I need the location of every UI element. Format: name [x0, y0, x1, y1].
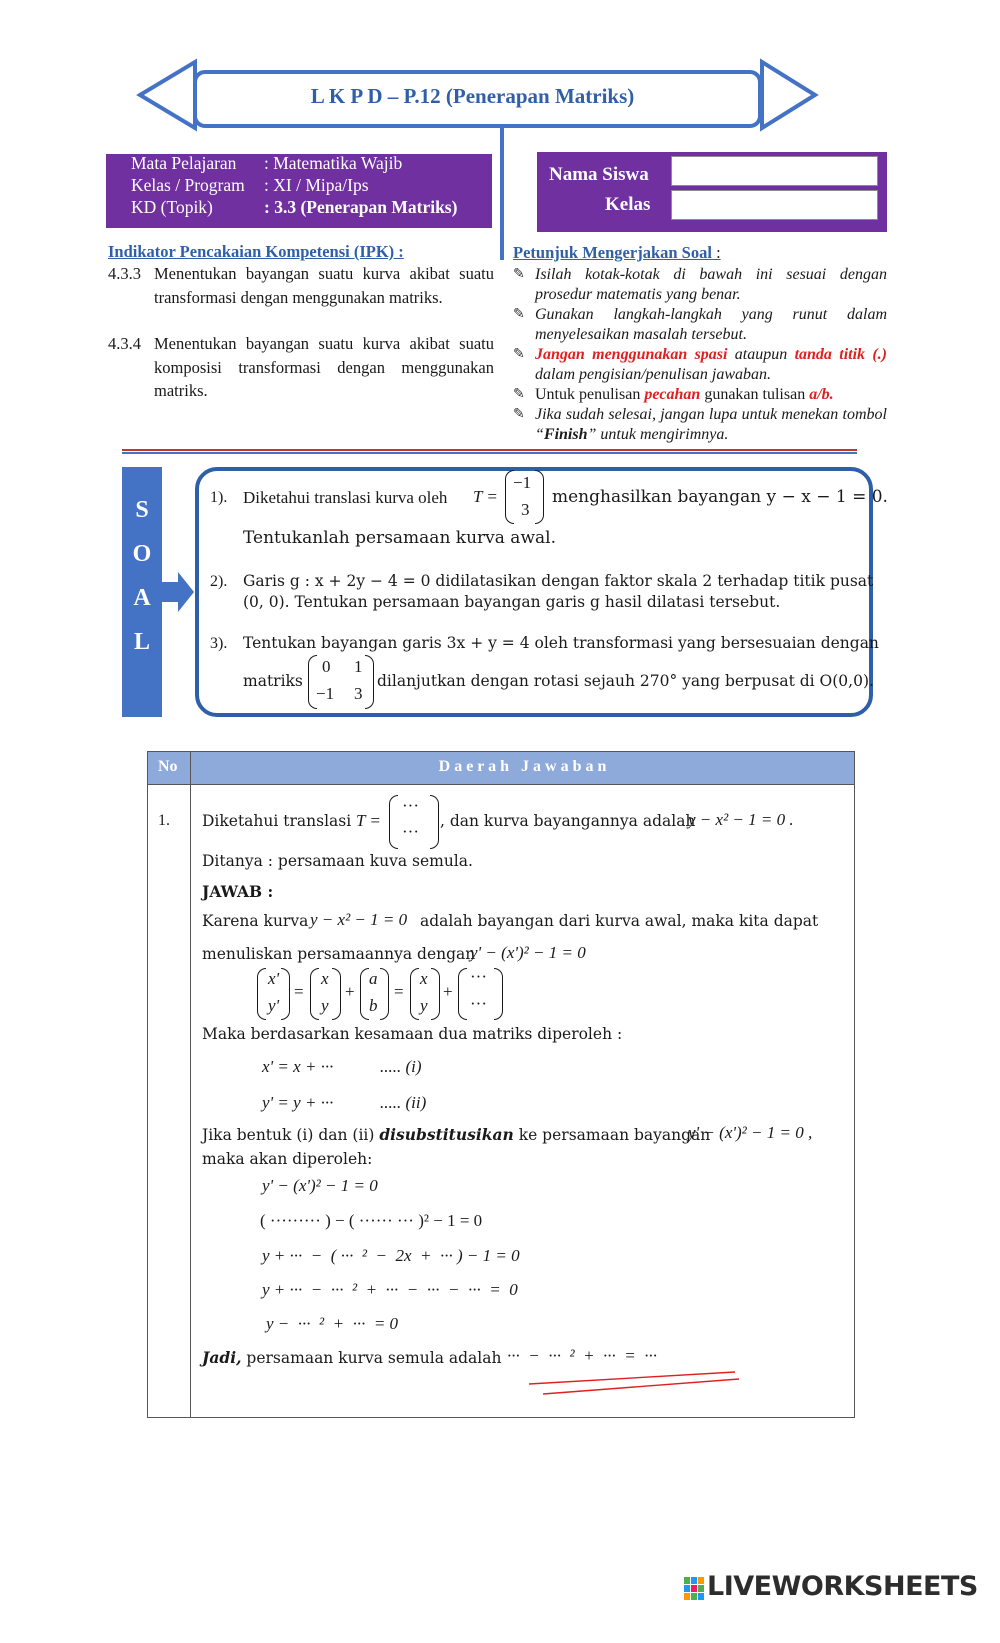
matrix-bracket	[257, 968, 266, 1020]
matrix-bracket	[430, 795, 439, 849]
soal-sidebar	[122, 467, 162, 717]
answer-conclusion: Jadi, persamaan kurva semula adalah	[202, 1348, 502, 1367]
matrix-entry: a	[369, 969, 378, 988]
math-expression: y' − (x')² − 1 = 0	[470, 943, 586, 962]
red-underline-scribble	[525, 1368, 745, 1398]
instruction-item: Jangan menggunakan spasi ataupun tanda titik (.) dalam pengisian/penulisan jawaban.	[535, 346, 887, 383]
brand-wordmark[interactable]: LIVEWORKSHEETS	[707, 1571, 978, 1602]
pencil-icon: ✎	[513, 347, 525, 362]
soal-letter: O	[132, 541, 152, 567]
blank-entry[interactable]: ···	[402, 822, 419, 841]
final-answer[interactable]: ··· − ··· ² + ··· = ···	[507, 1346, 658, 1365]
matrix-bracket	[310, 968, 319, 1020]
column-header-no: No	[158, 758, 178, 775]
info-label: Kelas / Program	[131, 175, 245, 195]
info-value: : XI / Mipa/Ips	[264, 175, 369, 195]
row-number: 1.	[158, 812, 170, 829]
matrix-bracket	[332, 968, 341, 1020]
subject-info-box	[106, 154, 492, 228]
instruction-item: Isilah kotak-kotak di bawah ini sesuai dengan prosedur matematis yang benar.	[535, 266, 887, 303]
row-divider	[147, 784, 855, 785]
math-step[interactable]: y + ··· − ··· ² + ··· − ··· − ··· = 0	[262, 1280, 518, 1299]
matrix-bracket	[360, 968, 369, 1020]
math-step: y' − (x')² − 1 = 0	[262, 1176, 378, 1195]
matrix-bracket	[389, 795, 398, 849]
equation-label: ..... (i)	[380, 1057, 422, 1076]
instructions-list	[513, 265, 887, 450]
math-expression: y − x² − 1 = 0	[310, 910, 408, 929]
soal-letter: A	[133, 585, 151, 611]
pencil-icon: ✎	[513, 387, 525, 402]
math-expression[interactable]: y' = y + ···	[262, 1093, 334, 1112]
column-divider	[190, 751, 191, 1418]
answer-text: Ditanya : persamaan kuva semula.	[202, 852, 473, 870]
name-label: Nama Siswa	[549, 164, 649, 185]
pencil-icon: ✎	[513, 267, 525, 282]
math-expression: y − x² − 1 = 0 .	[688, 810, 794, 829]
ipk-text: Menentukan bayangan suatu kurva akibat suatu komposisi transformasi dengan menggunakan matriks.	[154, 334, 494, 400]
arrow-right-icon	[162, 570, 197, 614]
info-label: KD (Topik)	[131, 197, 213, 217]
class-label: Kelas	[605, 194, 651, 215]
matrix-bracket	[458, 968, 467, 1020]
answer-text: menuliskan persamaannya dengan	[202, 945, 476, 963]
matrix-entry: 3	[521, 500, 530, 519]
soal-letter: L	[133, 629, 150, 655]
student-name-input[interactable]	[671, 156, 878, 186]
instruction-item: Gunakan langkah-langkah yang runut dalam menyelesaikan masalah tersebut.	[535, 306, 887, 343]
page-title: L K P D – P.12 (Penerapan Matriks)	[310, 84, 635, 108]
math-operator: +	[345, 982, 355, 1001]
answer-text: Karena kurva	[202, 912, 309, 930]
math-step[interactable]: y + ··· − ( ··· ² − 2x + ··· ) − 1 = 0	[262, 1246, 520, 1265]
math-operator: =	[394, 982, 404, 1001]
student-class-input[interactable]	[671, 190, 878, 220]
divider-line	[122, 452, 857, 454]
ipk-heading: Indikator Pencakaian Kompetensi (IPK) :	[108, 242, 404, 261]
blank-entry[interactable]: ···	[470, 967, 487, 986]
math-step[interactable]: y − ··· ² + ··· = 0	[266, 1314, 399, 1333]
question-text: Tentukanlah persamaan kurva awal.	[243, 528, 556, 548]
instruction-item: Untuk penulisan pecahan gunakan tulisan a/b.	[535, 386, 834, 403]
matrix-bracket	[535, 470, 544, 524]
matrix-bracket	[410, 968, 419, 1020]
liveworksheets-logo-icon	[683, 1576, 705, 1602]
matrix-entry: −1	[513, 473, 532, 492]
info-value: : 3.3 (Penerapan Matriks)	[264, 197, 458, 217]
matrix-entry: −1	[316, 684, 335, 703]
question-text: Garis g : x + 2y − 4 = 0 didilatasikan dengan faktor skala 2 terhadap titik pusat	[243, 572, 874, 590]
matrix-bracket	[365, 655, 374, 709]
question-number: 3).	[210, 635, 228, 652]
answer-text: maka akan diperoleh:	[202, 1150, 373, 1168]
math-operator: =	[294, 982, 304, 1001]
answer-text: Jika bentuk (i) dan (ii) disubstitusikan ke persamaan bayangan	[202, 1125, 711, 1144]
student-identity-box	[537, 152, 887, 232]
answer-text: Diketahui translasi	[202, 812, 352, 830]
question-text: dilanjutkan dengan rotasi sejauh 270° yang berpusat di O(0,0).	[377, 672, 874, 690]
math-expression: T =	[473, 487, 498, 506]
ipk-text: Menentukan bayangan suatu kurva akibat suatu transformasi dengan menggunakan matriks.	[154, 264, 494, 307]
math-expression: y' − (x')² − 1 = 0 ,	[688, 1123, 813, 1142]
answer-text: adalah bayangan dari kurva awal, maka kita dapat	[420, 912, 819, 930]
ipk-list	[108, 262, 494, 402]
matrix-entry: 1	[354, 657, 363, 676]
soal-letter: S	[135, 497, 149, 523]
matrix-entry: b	[369, 996, 378, 1015]
matrix-entry: x	[321, 969, 329, 988]
question-number: 1).	[210, 489, 228, 506]
column-header-answer: D a e r a h J a w a b a n	[438, 758, 607, 775]
matrix-entry: 3	[354, 684, 363, 703]
matrix-entry: y'	[268, 996, 280, 1015]
math-expression[interactable]: x' = x + ···	[262, 1057, 334, 1076]
pencil-icon: ✎	[513, 407, 525, 422]
ipk-number: 4.3.3	[108, 264, 141, 283]
math-expression: T =	[356, 811, 381, 830]
instructions-heading: Petunjuk Mengerjakan Soal :	[513, 243, 721, 262]
info-label: Mata Pelajaran	[131, 153, 237, 173]
matrix-entry: x'	[268, 969, 280, 988]
matrix-entry: y	[321, 996, 329, 1015]
question-text: matriks	[243, 672, 303, 690]
blank-entry[interactable]: ···	[470, 994, 487, 1013]
math-operator: +	[443, 982, 453, 1001]
divider-line	[122, 449, 857, 451]
equation-label: ..... (ii)	[380, 1093, 427, 1112]
matrix-entry: 0	[322, 657, 331, 676]
answer-text: , dan kurva bayangannya adalah	[440, 812, 696, 830]
instruction-item: Jika sudah selesai, jangan lupa untuk menekan tombol “Finish” untuk mengirimnya.	[535, 406, 887, 443]
question-number: 2).	[210, 573, 228, 590]
pencil-icon: ✎	[513, 307, 525, 322]
question-text: (0, 0). Tentukan persamaan bayangan garis g hasil dilatasi tersebut.	[243, 593, 781, 611]
matrix-bracket	[281, 968, 290, 1020]
matrix-bracket	[431, 968, 440, 1020]
matrix-bracket	[494, 968, 503, 1020]
info-value: : Matematika Wajib	[264, 153, 403, 173]
matrix-entry: x	[420, 969, 428, 988]
math-step[interactable]: ( ········· ) − ( ······ ··· )² − 1 = 0	[260, 1211, 483, 1230]
matrix-entry: y	[420, 996, 428, 1015]
blank-entry[interactable]: ···	[402, 796, 419, 815]
answer-text: Maka berdasarkan kesamaan dua matriks diperoleh :	[202, 1025, 623, 1043]
question-text: Diketahui translasi kurva oleh	[243, 488, 448, 507]
answer-heading: JAWAB :	[202, 882, 274, 901]
matrix-bracket	[380, 968, 389, 1020]
question-text: menghasilkan bayangan y − x − 1 = 0.	[552, 487, 888, 507]
question-text: Tentukan bayangan garis 3x + y = 4 oleh transformasi yang bersesuaian dengan	[243, 634, 879, 652]
ipk-number: 4.3.4	[108, 334, 141, 353]
